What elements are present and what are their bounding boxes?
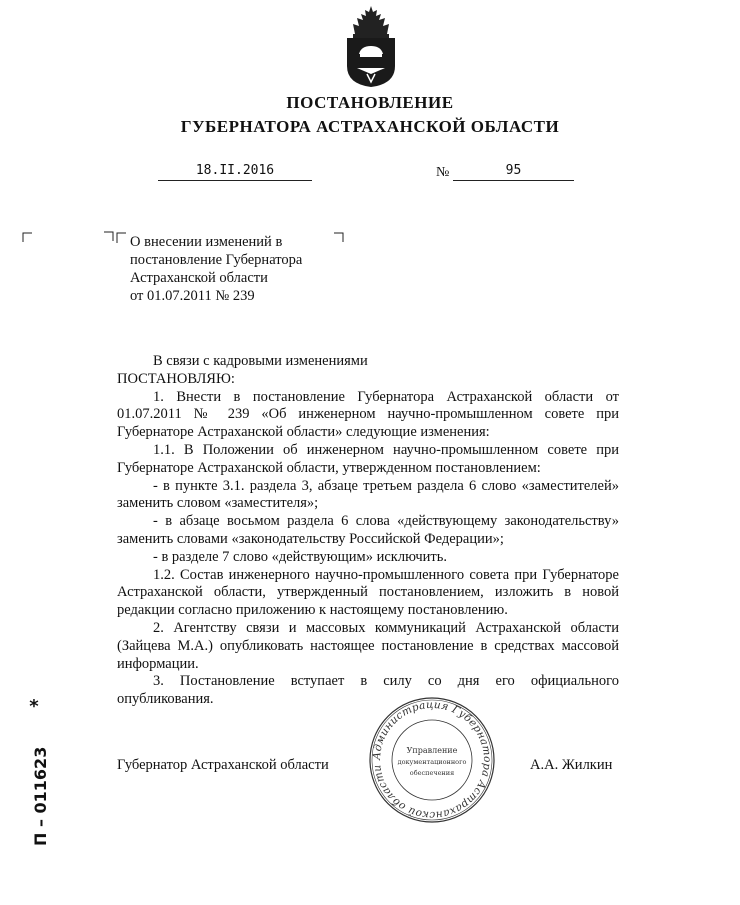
intro-text: В связи с кадровыми изменениями — [153, 353, 368, 369]
paragraph: 1.1. В Положении об инженерном научно-промышленном совете при Губернаторе Астраханской области, утвержденном постановлением: — [117, 441, 619, 476]
document-number: 95 — [453, 163, 574, 181]
paragraph: - в разделе 7 слово «действующим» исключить. — [153, 548, 447, 565]
issuing-authority-title: ГУБЕРНАТОРА АСТРАХАНСКОЙ ОБЛАСТИ — [180, 117, 560, 136]
subject-line: от 01.07.2011 № 239 — [130, 288, 255, 304]
signature-title: Губернатор Астраханской области — [117, 757, 329, 773]
stamp-inner-line: документационного — [397, 758, 467, 766]
paragraph: 2. Агентству связи и массовых коммуникаций Астраханской области (Зайцева М.А.) опубликовать настоящее постановление в средствах массовой информации. — [117, 619, 619, 672]
number-label: № — [436, 165, 450, 180]
side-star: * — [29, 696, 39, 717]
coat-of-arms-emblem — [343, 4, 399, 88]
paragraph: - в абзаце восьмом раздела 6 слова «действующему законодательству» заменить словами «законодательству Российской Федерации»; — [117, 513, 619, 547]
document-date: 18.II.2016 — [158, 163, 312, 181]
paragraph: - в пункте 3.1. раздела 3, абзаце третьем раздела 6 слово «заместителей» заменить словом «заместителя»; — [117, 477, 619, 512]
side-code-text: П – 011623 — [31, 746, 50, 846]
document-type-title: ПОСТАНОВЛЕНИЕ — [286, 93, 454, 112]
paragraph: 1. Внести в постановление Губернатора Астраханской области от 01.07.2011 № 239 «Об инженерном научно-промышленном совете при Губернаторе Астраханской области» следующие изменения: — [117, 388, 619, 441]
subject-line: постановление Губернатора — [130, 252, 303, 268]
decree-word: ПОСТАНОВЛЯЮ: — [117, 370, 235, 387]
subject-end-mark — [334, 231, 344, 246]
stamp-outer-text: Администрация Губернатора Астраханской области — [370, 698, 494, 822]
document-body — [117, 353, 619, 709]
document-subject — [130, 233, 302, 305]
left-corner-mark — [22, 231, 32, 246]
subject-start-mark — [104, 231, 126, 247]
paragraph: 1.2. Состав инженерного научно-промышленного совета при Губернаторе Астраханской области, утвержденный постановлением, изложить в новой редакции согласно приложению к настоящему постановлению. — [117, 566, 619, 619]
stamp-inner-line: обеспечения — [409, 769, 455, 777]
stamp-inner-line: Управление — [406, 746, 458, 755]
subject-line: О внесении изменений в — [130, 234, 283, 250]
signature-name: А.А. Жилкин — [530, 757, 613, 773]
side-registration-code — [26, 696, 56, 848]
paragraph: 3. Постановление вступает в силу со дня его официального опубликования. — [117, 673, 619, 708]
official-stamp — [367, 695, 497, 825]
subject-line: Астраханской области — [130, 270, 268, 286]
